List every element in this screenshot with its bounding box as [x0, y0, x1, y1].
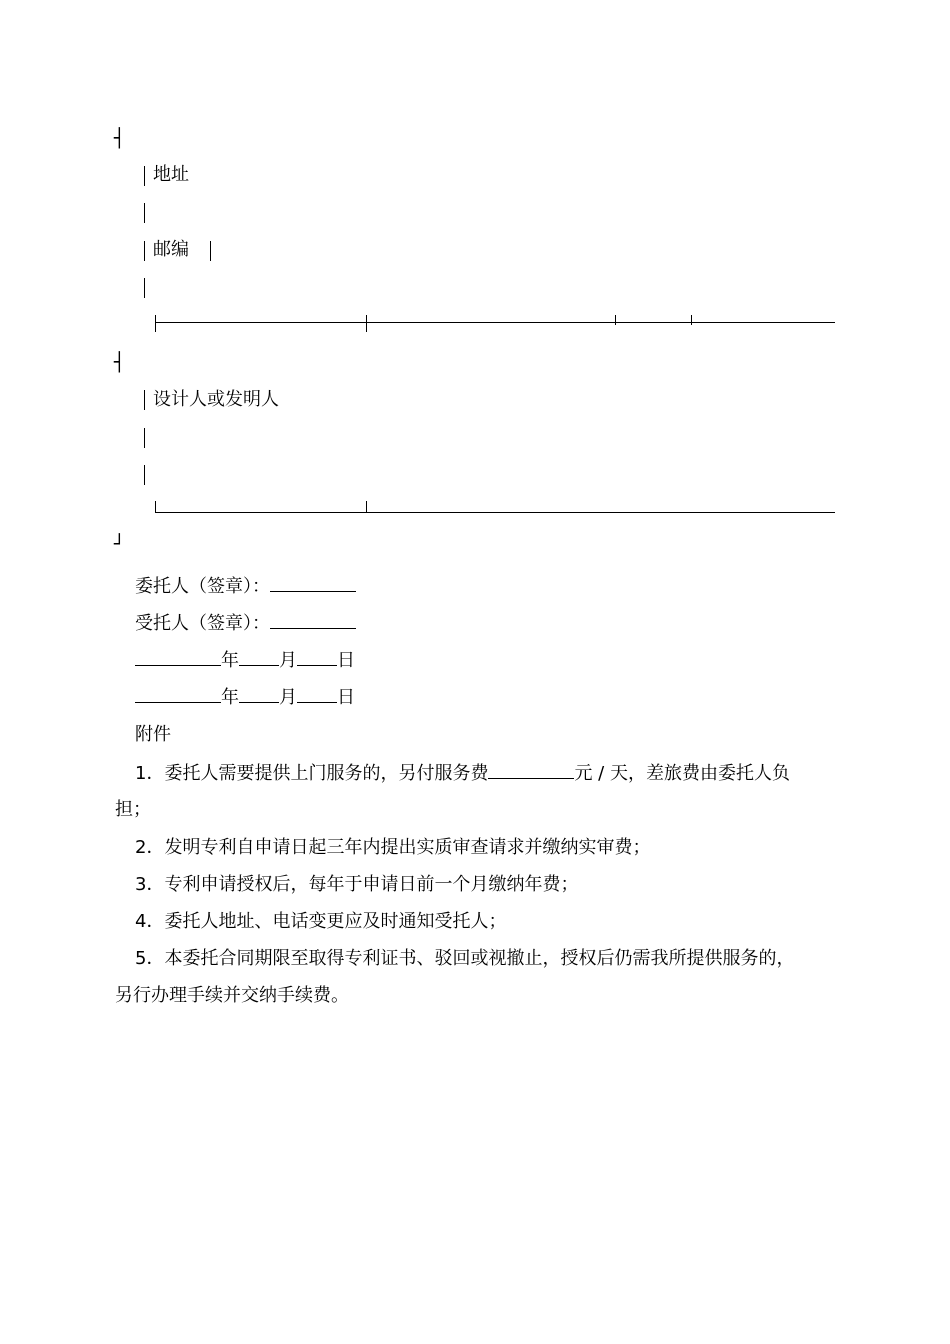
table-column-divider	[366, 501, 367, 513]
inventor-label: 设计人或发明人	[153, 389, 279, 410]
table-corner-glyph: ┘	[114, 534, 125, 555]
appendix-item-text: 发明专利自申请日起三年内提出实质审查请求并缴纳实审费；	[164, 837, 651, 858]
month-blank	[239, 649, 279, 666]
agent-signature-blank	[270, 612, 356, 629]
appendix-item	[135, 873, 578, 897]
appendix-item	[135, 910, 506, 934]
postcode-label: 邮编	[153, 239, 189, 260]
table-row-divider	[156, 322, 835, 323]
year-blank	[135, 686, 221, 703]
appendix-item	[135, 947, 794, 971]
appendix-item-number: 5．	[135, 948, 165, 969]
year-blank	[135, 649, 221, 666]
table-border-left	[144, 203, 145, 223]
appendix-item	[135, 762, 790, 786]
day-label: 日	[337, 687, 355, 708]
day-label: 日	[337, 650, 355, 671]
table-column-divider	[691, 315, 692, 325]
month-label: 月	[279, 687, 297, 708]
appendix-item-text: 委托人地址、电话变更应及时通知受托人；	[164, 911, 507, 932]
table-column-divider	[615, 315, 616, 325]
appendix-item-number: 4．	[135, 911, 165, 932]
agent-signature-label: 受托人（签章）：	[135, 613, 270, 634]
day-blank	[297, 686, 337, 703]
day-blank	[297, 649, 337, 666]
month-label: 月	[279, 650, 297, 671]
table-border-left	[144, 390, 145, 410]
table-border-left	[144, 428, 145, 448]
appendix-item-text: 本委托合同期限至取得专利证书、驳回或视撤止，授权后仍需我所提供服务的，	[164, 948, 795, 969]
date-line	[135, 649, 355, 673]
client-signature-blank	[270, 575, 356, 592]
table-column-divider	[366, 315, 367, 332]
agent-signature-line	[135, 612, 356, 636]
appendix-title: 附件	[135, 724, 171, 745]
appendix-item	[135, 836, 650, 860]
client-signature-line	[135, 575, 356, 599]
table-bottom-border	[156, 512, 835, 513]
table-border-left	[144, 241, 145, 261]
table-border-left	[144, 465, 145, 485]
table-corner-glyph: ┤	[114, 128, 125, 149]
fee-blank	[488, 762, 574, 779]
table-border-left	[144, 278, 145, 298]
appendix-item-continuation: 担；	[115, 799, 151, 820]
table-corner-glyph: ┤	[114, 352, 125, 373]
appendix-item-number: 1．	[135, 763, 165, 784]
table-cell-divider	[210, 241, 211, 261]
date-line	[135, 686, 355, 710]
appendix-item-number: 3．	[135, 874, 165, 895]
appendix-item-text: 专利申请授权后，每年于申请日前一个月缴纳年费；	[164, 874, 579, 895]
year-label: 年	[221, 650, 239, 671]
year-label: 年	[221, 687, 239, 708]
appendix-item-text: 元 / 天，差旅费由委托人负	[574, 763, 790, 784]
appendix-item-text: 委托人需要提供上门服务的，另付服务费	[164, 763, 489, 784]
address-label: 地址	[153, 164, 189, 185]
table-border-left	[155, 315, 156, 332]
table-border-left	[144, 166, 145, 186]
month-blank	[239, 686, 279, 703]
client-signature-label: 委托人（签章）：	[135, 576, 270, 597]
appendix-item-continuation: 另行办理手续并交纳手续费。	[115, 985, 349, 1006]
appendix-item-number: 2．	[135, 837, 165, 858]
